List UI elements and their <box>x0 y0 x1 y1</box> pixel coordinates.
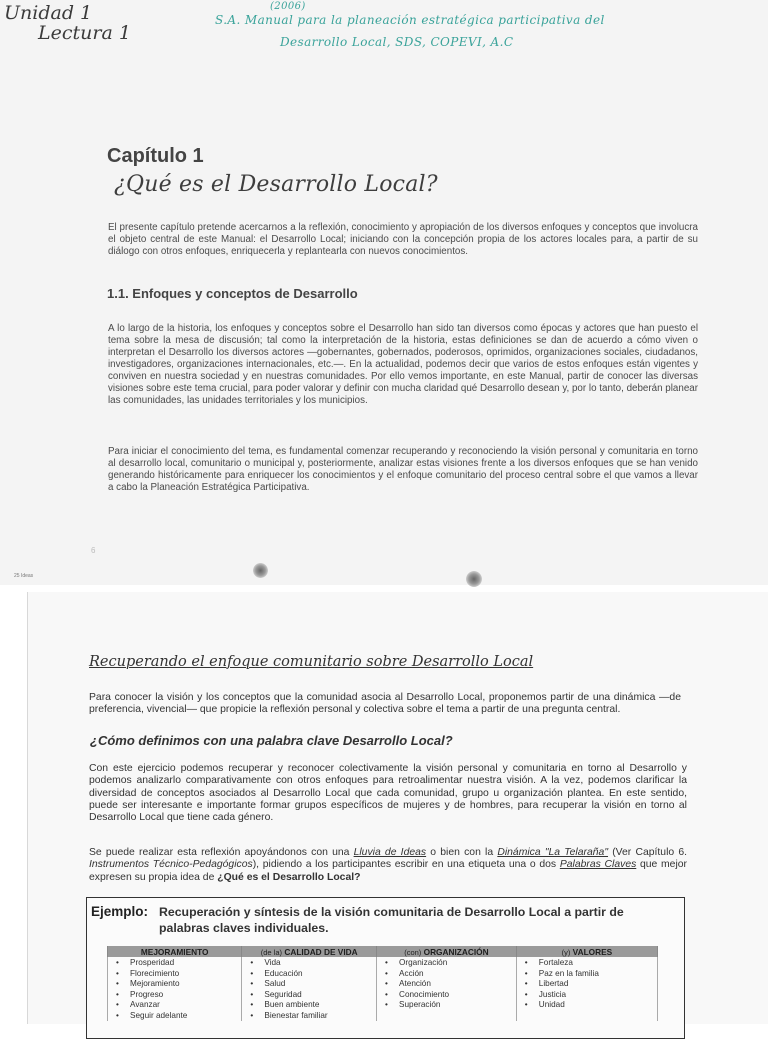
column-header <box>516 946 657 957</box>
column-header <box>377 946 517 957</box>
keyword-list <box>385 958 516 1011</box>
keywords-column <box>108 957 242 1021</box>
keyword-item: • Fortaleza <box>525 958 657 969</box>
text-run: ), pidiendo a los participantes escribir en una etiqueta una o dos <box>252 859 560 871</box>
keywords-table <box>107 946 658 1021</box>
subsection-paragraph-3 <box>89 847 687 884</box>
keywords-column <box>242 957 377 1021</box>
keyword-item: • Salud <box>250 979 376 990</box>
keyword-item: • Justicia <box>525 990 657 1001</box>
keyword-list <box>525 958 657 1011</box>
column-header <box>242 946 377 957</box>
central-question-bold: ¿Qué es el Desarrollo Local? <box>217 871 361 883</box>
key-question: ¿Cómo definimos con una palabra clave Desarrollo Local? <box>90 733 453 748</box>
column-header <box>108 946 242 957</box>
section-paragraph-1: A lo largo de la historia, los enfoques y conceptos sobre el Desarrollo han sido tan diversos como épocas y actores que han puesto el tema sobre la mesa de discusión; tal como la interpretación de la historia, estas definiciones se dan de acuerdo a cómo viven o interpretan el Desarrollo los diversos actores —gobernantes, gobernados, poderosos, oprimidos, organizaciones sociales, ciudadanos, investigadores, organizaciones internacionales, etc.—. En la actualidad, podemos decir que varios de estos enfoques están vigentes y conviven en nuestra sociedad y en nuestras comunidades. Por ello vemos importante, en este Manual, partir de conocer las diversas visiones sobre este tema crucial, para poder valorar y definir con mucha claridad qué Desarrollo desean y, por lo tanto, deberán planear las comunidades, las unidades territoriales y los municipios. <box>108 323 698 406</box>
example-lead: Ejemplo: <box>91 904 149 919</box>
chapter-intro-paragraph: El presente capítulo pretende acercarnos a la reflexión, conocimiento y apropiación de los diversos enfoques y conceptos que involucra el objeto central de este Manual: el Desarrollo Local; iniciando con la concepción propia de los actores locales para, a partir de su diálogo con otros enfoques, enriquecerla y replantearla con nuevos conocimientos. <box>108 222 698 257</box>
handwritten-unit-label: Unidad 1 <box>4 2 93 24</box>
scan-spot <box>253 563 268 578</box>
scan-spot <box>466 571 482 587</box>
keyword-list <box>250 958 376 1021</box>
keyword-item: • Avanzar <box>116 1000 241 1011</box>
subsection-paragraph-2: Con este ejercicio podemos recuperar y reconocer colectivamente la visión personal y comunitaria en torno al Desarrollo y podemos analizarlo comparativamente con otros enfoques para retroalimentar nuestra visión. A la vez, podemos clarificar la diversidad de conceptos asociados al Desarrollo Local que cada comunidad, grupo u organización plantea. En este sentido, puede ser interesante e importante formar grupos específicos de mujeres y de hombres, para recuperar la visión en torno al Desarrollo Local que tiene cada género. <box>89 763 687 824</box>
keywords-column <box>516 957 657 1021</box>
lluvia-de-ideas-link: Lluvia de Ideas <box>353 847 427 858</box>
instrumentos-reference: Instrumentos Técnico-Pedagógicos <box>89 859 253 871</box>
keyword-item: • Conocimiento <box>385 990 516 1001</box>
keyword-item: • Atención <box>385 979 516 990</box>
handwritten-source-note-line2: Desarrollo Local, SDS, COPEVI, A.C <box>280 35 514 49</box>
column-header-label: MEJORAMIENTO <box>140 946 209 957</box>
keyword-item: • Florecimiento <box>116 969 241 980</box>
keyword-item: • Unidad <box>525 1000 657 1011</box>
column-header-label: VALORES <box>572 946 613 957</box>
chapter-title: ¿Qué es el Desarrollo Local? <box>114 172 438 197</box>
scan-edge-mark: 25 Ideas <box>14 573 34 579</box>
keywords-column <box>377 957 517 1021</box>
dinamica-telarana-link: Dinámica "La Telaraña" <box>497 847 609 858</box>
keyword-item: • Buen ambiente <box>250 1000 376 1011</box>
column-prefix: (con) <box>404 947 422 957</box>
keyword-item: • Prosperidad <box>116 958 241 969</box>
subsection-heading: Recuperando el enfoque comunitario sobre Desarrollo Local <box>89 654 534 670</box>
keyword-item: • Organización <box>385 958 516 969</box>
keyword-item: • Educación <box>250 969 376 980</box>
keyword-item: • Libertad <box>525 979 657 990</box>
keyword-item: • Bienestar familiar <box>250 1011 376 1022</box>
keyword-item: • Vida <box>250 958 376 969</box>
keyword-item: • Progreso <box>116 990 241 1001</box>
palabras-claves-link: Palabras Claves <box>559 859 637 871</box>
column-header-label: ORGANIZACIÓN <box>423 946 489 957</box>
keyword-item: • Superación <box>385 1000 516 1011</box>
column-prefix: (y) <box>561 947 571 957</box>
example-title: Recuperación y síntesis de la visión comunitaria de Desarrollo Local a partir de palabras claves individuales. <box>159 905 624 935</box>
text-run: (Ver Capítulo 6. <box>608 847 688 858</box>
keyword-list <box>116 958 241 1021</box>
handwritten-source-note-line1: S.A. Manual para la planeación estratégica participativa del <box>215 13 605 27</box>
text-run: Se puede realizar esta reflexión apoyándonos con una <box>89 847 354 858</box>
keyword-item: • Acción <box>385 969 516 980</box>
keyword-item: • Mejoramiento <box>116 979 241 990</box>
keyword-item: • Paz en la familia <box>525 969 657 980</box>
keyword-item: • Seguir adelante <box>116 1011 241 1022</box>
chapter-label: Capítulo 1 <box>107 145 204 167</box>
handwritten-reading-label: Lectura 1 <box>38 22 131 44</box>
example-box <box>86 897 685 1039</box>
text-run: o bien con la <box>426 847 498 858</box>
column-header-label: CALIDAD DE VIDA <box>284 946 358 957</box>
handwritten-year-note: (2006) <box>270 1 306 12</box>
section-paragraph-2: Para iniciar el conocimiento del tema, es fundamental comenzar recuperando y reconociendo la visión personal y comunitaria en torno al desarrollo local, comunitario o municipal y, posteriormente, analizar estas visiones frente a los diversos enfoques que se han venido generando históricamente para enriquecer los conocimientos y el enfoque comunitario del proceso central sobre el que vamos a llevar a cabo la Planeación Estratégica Participativa. <box>108 446 698 493</box>
keywords-table-body-row <box>108 957 658 1021</box>
section-title: 1.1. Enfoques y conceptos de Desarrollo <box>107 286 358 301</box>
subsection-paragraph-1: Para conocer la visión y los conceptos que la comunidad asocia al Desarrollo Local, proponemos partir de una dinámica —de preferencia, vivencial— que propicie la reflexión personal y colectiva sobre el tema a partir de una pregunta central. <box>89 692 681 716</box>
page-number: 6 <box>91 546 96 555</box>
column-prefix: (de la) <box>260 947 283 957</box>
keyword-item: • Seguridad <box>250 990 376 1001</box>
text-run: que mejor expresen su propia idea de <box>89 859 687 883</box>
keywords-table-header-row <box>108 946 658 957</box>
